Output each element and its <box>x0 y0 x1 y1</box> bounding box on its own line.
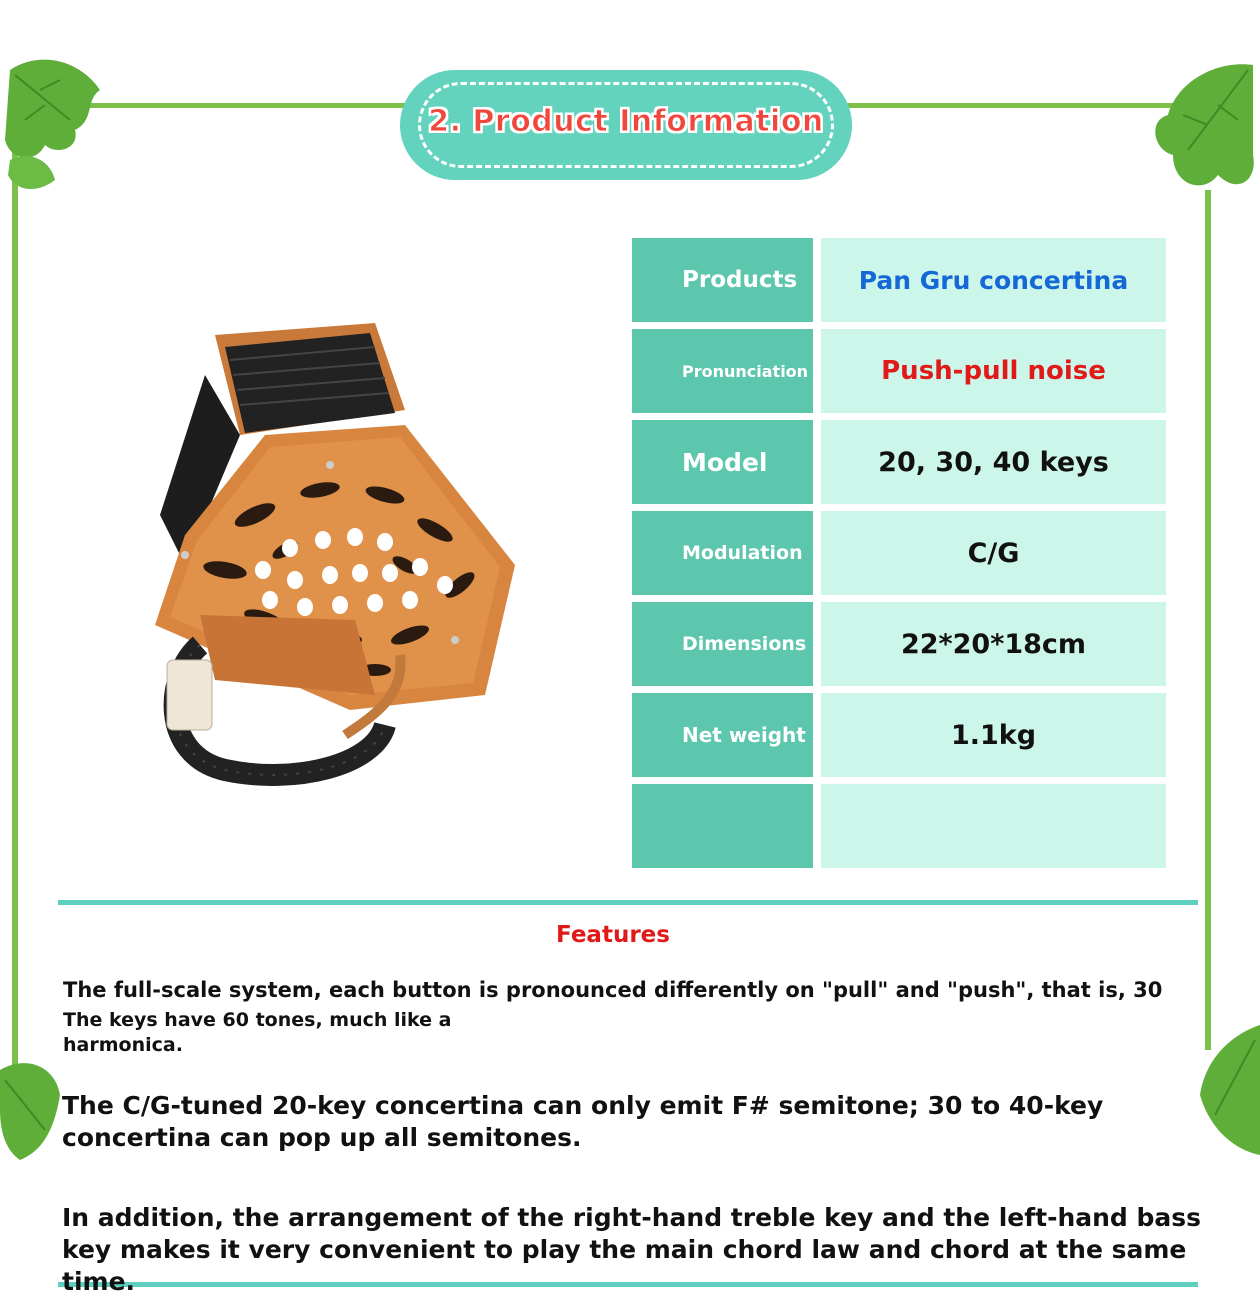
row-label: Net weight <box>632 693 813 777</box>
frame-right-line <box>1205 190 1211 1050</box>
row-label: Dimensions <box>632 602 813 686</box>
row-label: Pronunciation <box>632 329 813 413</box>
row-value <box>821 784 1166 868</box>
features-line-2 <box>63 1008 452 1058</box>
section-title: 2. Product Information <box>428 104 824 139</box>
features-paragraph-2: The C/G-tuned 20-key concertina can only emit F# semitone; 30 to 40-key concertina can pop up all semitones. <box>62 1091 1104 1152</box>
leaf-icon <box>1195 1020 1260 1160</box>
row-label: Model <box>632 420 813 504</box>
table-row <box>632 420 1166 504</box>
table-row <box>632 602 1166 686</box>
row-value: 1.1kg <box>821 693 1166 777</box>
leaf-icon <box>0 50 110 200</box>
concertina-image <box>145 315 525 795</box>
row-value: Push-pull noise <box>821 329 1166 413</box>
features-title: Features <box>556 922 670 948</box>
row-value: Pan Gru concertina <box>821 238 1166 322</box>
features-line-2-text: The keys have 60 tones, much like a <box>63 1009 452 1031</box>
spec-table <box>632 238 1166 875</box>
row-value: C/G <box>821 511 1166 595</box>
section-title-pill <box>400 70 852 180</box>
features-line-3-text: harmonica. <box>63 1034 183 1056</box>
table-row <box>632 238 1166 322</box>
table-row <box>632 511 1166 595</box>
table-row <box>632 329 1166 413</box>
leaf-icon <box>0 1050 62 1170</box>
row-label <box>632 784 813 868</box>
features-line-1: The full-scale system, each button is pronounced differently on "pull" and "push", that is, 30 <box>63 978 1163 1002</box>
row-label: Products <box>632 238 813 322</box>
table-row <box>632 693 1166 777</box>
row-label: Modulation <box>632 511 813 595</box>
features-paragraph-3: In addition, the arrangement of the right-hand treble key and the left-hand bass key makes it very convenient to play the main chord law and chord at the same time. <box>62 1203 1202 1296</box>
row-value: 20, 30, 40 keys <box>821 420 1166 504</box>
row-value: 22*20*18cm <box>821 602 1166 686</box>
table-row <box>632 784 1166 868</box>
leaf-icon <box>1128 55 1260 215</box>
divider-top <box>58 900 1198 905</box>
